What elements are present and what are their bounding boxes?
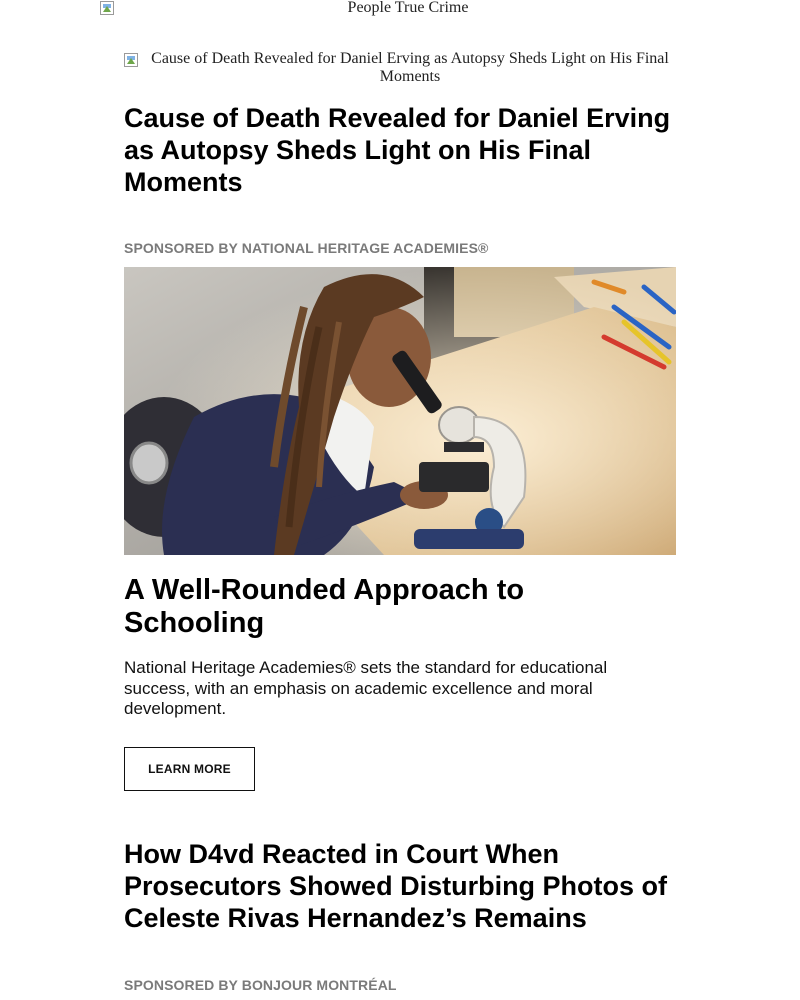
article-title-link[interactable]: Cause of Death Revealed for Daniel Erving as Autopsy Sheds Light on His Final Moments: [124, 103, 671, 197]
learn-more-button[interactable]: LEARN MORE: [124, 747, 255, 791]
sponsor-label: SPONSORED BY BONJOUR MONTRÉAL: [124, 977, 397, 993]
logo-alt-text: People True Crime: [347, 0, 469, 16]
article-hero-image[interactable]: [124, 50, 676, 88]
article-title-link[interactable]: How D4vd Reacted in Court When Prosecutors Showed Disturbing Photos of Celeste Rivas Hernandez’s Remains: [124, 839, 668, 933]
sponsor-label: SPONSORED BY NATIONAL HERITAGE ACADEMIES®: [124, 240, 489, 256]
ad-headline[interactable]: A Well-Rounded Approach to Schooling: [124, 574, 525, 639]
hero-image-alt-text: Cause of Death Revealed for Daniel Erving as Autopsy Sheds Light on His Final Moments: [151, 50, 669, 85]
ad-image-student-microscope[interactable]: [124, 267, 676, 555]
broken-image-icon: [100, 1, 114, 15]
people-true-crime-logo[interactable]: [100, 0, 700, 22]
broken-image-icon: [124, 53, 138, 67]
ad-body-text: National Heritage Academies® sets the standard for educational success, with an emphasis on academic excellence and moral development.: [124, 658, 608, 718]
